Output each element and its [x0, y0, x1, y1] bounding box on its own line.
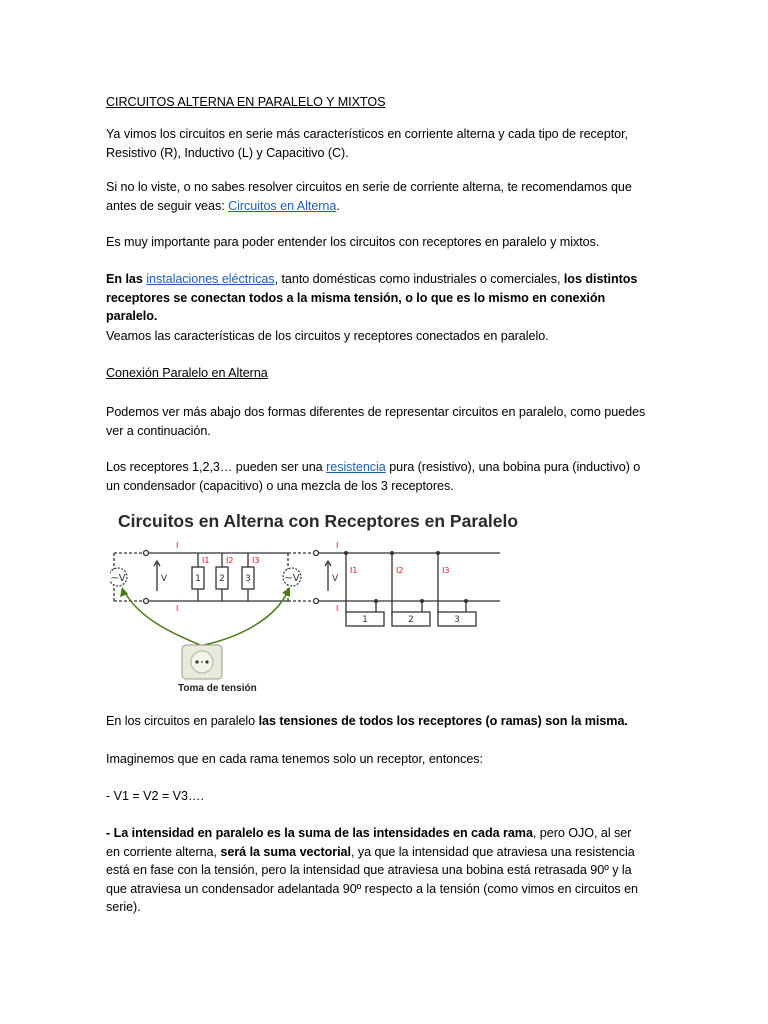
- paragraph-voltage-equation: - V1 = V2 = V3….: [106, 789, 204, 803]
- receptor-label-1-right: 1: [362, 615, 368, 625]
- paragraph-parallel-voltage: [106, 712, 646, 731]
- ac-source-left: [110, 568, 127, 586]
- figure-title: Circuitos en Alterna con Receptores en Paralelo: [118, 511, 519, 531]
- paragraph-bold-text: - La intensidad en paralelo es la suma de las intensidades en cada rama: [106, 826, 533, 840]
- circuit-figure: [110, 507, 519, 703]
- terminal-top-right: [314, 551, 319, 556]
- label-i2-left: I2: [226, 556, 234, 565]
- receptor-label-3-right: 3: [454, 615, 460, 625]
- label-current-top-right: I: [336, 541, 339, 550]
- receptor-label-2-left: 2: [219, 574, 225, 584]
- paragraph-text: Los receptores 1,2,3… pueden ser una: [106, 460, 327, 474]
- paragraph-installations: [106, 270, 646, 326]
- label-current-top-left: I: [176, 541, 179, 550]
- paragraph-bold-text: las tensiones de todos los receptores (o ramas) son la misma.: [258, 714, 628, 728]
- terminal-top-left: [144, 551, 149, 556]
- label-current-bottom-right: I: [336, 604, 339, 613]
- label-i3-right: I3: [442, 566, 450, 575]
- label-i3-left: I3: [252, 556, 260, 565]
- pointer-arrows: [124, 591, 288, 645]
- paragraph-text: , ya que la intensidad que atraviesa una resistencia está en fase con la tensión, pero la intensidad que atraviesa una bobina está retrasada 90º y la que atraviesa un condensador adelantada 90º respecto a la tensión (como vimos en circuitos en serie).: [106, 844, 639, 914]
- paragraph-receptors: [106, 458, 646, 495]
- ac-source-right: [283, 568, 301, 586]
- section-heading: Conexión Paralelo en Alterna: [106, 366, 268, 380]
- paragraph-current-sum: [106, 824, 646, 917]
- label-i1-right: I1: [350, 566, 358, 575]
- paragraph-characteristics: Veamos las características de los circuitos y receptores conectados en paralelo.: [106, 329, 549, 343]
- paragraph-bold-text: los distintos receptores se conectan todos a la misma tensión, o lo que es lo mismo en conexión paralelo.: [106, 272, 638, 323]
- paragraph-text: .: [336, 198, 340, 213]
- source-label: ~V: [284, 573, 300, 584]
- source-label: ~V: [110, 573, 126, 584]
- paragraph-one-receptor: Imaginemos que en cada rama tenemos solo un receptor, entonces:: [106, 752, 483, 766]
- label-voltage-left: V: [161, 574, 168, 584]
- link-circuitos-alterna[interactable]: Circuitos en Alterna: [228, 198, 337, 213]
- paragraph-bold-text: será la suma vectorial: [220, 844, 351, 859]
- figure-caption: Toma de tensión: [178, 683, 257, 694]
- paragraph-two-forms: Podemos ver más abajo dos formas diferentes de representar circuitos en paralelo, como puedes ver a continuación.: [106, 405, 646, 438]
- paragraph-importance: Es muy importante para poder entender los circuitos con receptores en paralelo y mixtos.: [106, 235, 600, 249]
- receptor-label-3-left: 3: [245, 574, 251, 584]
- circuit-diagram: [110, 507, 510, 703]
- receptor-label-1-left: 1: [195, 574, 201, 584]
- paragraph-text: Si no lo viste, o no sabes resolver circuitos en serie de corriente alterna, te recomendamos que antes de seguir veas:: [106, 180, 632, 213]
- paragraph-text: , pero OJO, al ser en corriente alterna,: [106, 826, 632, 859]
- terminal-bottom-left: [144, 599, 149, 604]
- paragraph-text: En los circuitos en paralelo: [106, 714, 259, 728]
- link-resistencia[interactable]: resistencia: [326, 460, 386, 474]
- label-current-bottom-left: I: [176, 604, 179, 613]
- paragraph-series-reference: [106, 178, 646, 215]
- receptor-label-2-right: 2: [408, 615, 414, 625]
- label-voltage-right: V: [332, 574, 339, 584]
- paragraph-intro: Ya vimos los circuitos en serie más característicos en corriente alterna y cada tipo de receptor, Resistivo (R), Inductivo (L) y Capacitivo (C).: [106, 127, 628, 160]
- paragraph-text: En las: [106, 272, 147, 286]
- terminal-bottom-right: [314, 599, 319, 604]
- socket-icon: [182, 645, 222, 679]
- paragraph-text: pura (resistivo), una bobina pura (inductivo) o un condensador (capacitivo) o una mezcla de los 3 receptores.: [106, 460, 641, 493]
- link-instalaciones-electricas[interactable]: instalaciones eléctricas: [146, 272, 275, 286]
- label-i2-right: I2: [396, 566, 404, 575]
- paragraph-text: , tanto domésticas como industriales o comerciales,: [274, 272, 564, 286]
- page-title: CIRCUITOS ALTERNA EN PARALELO Y MIXTOS: [106, 95, 386, 109]
- label-i1-left: I1: [202, 556, 210, 565]
